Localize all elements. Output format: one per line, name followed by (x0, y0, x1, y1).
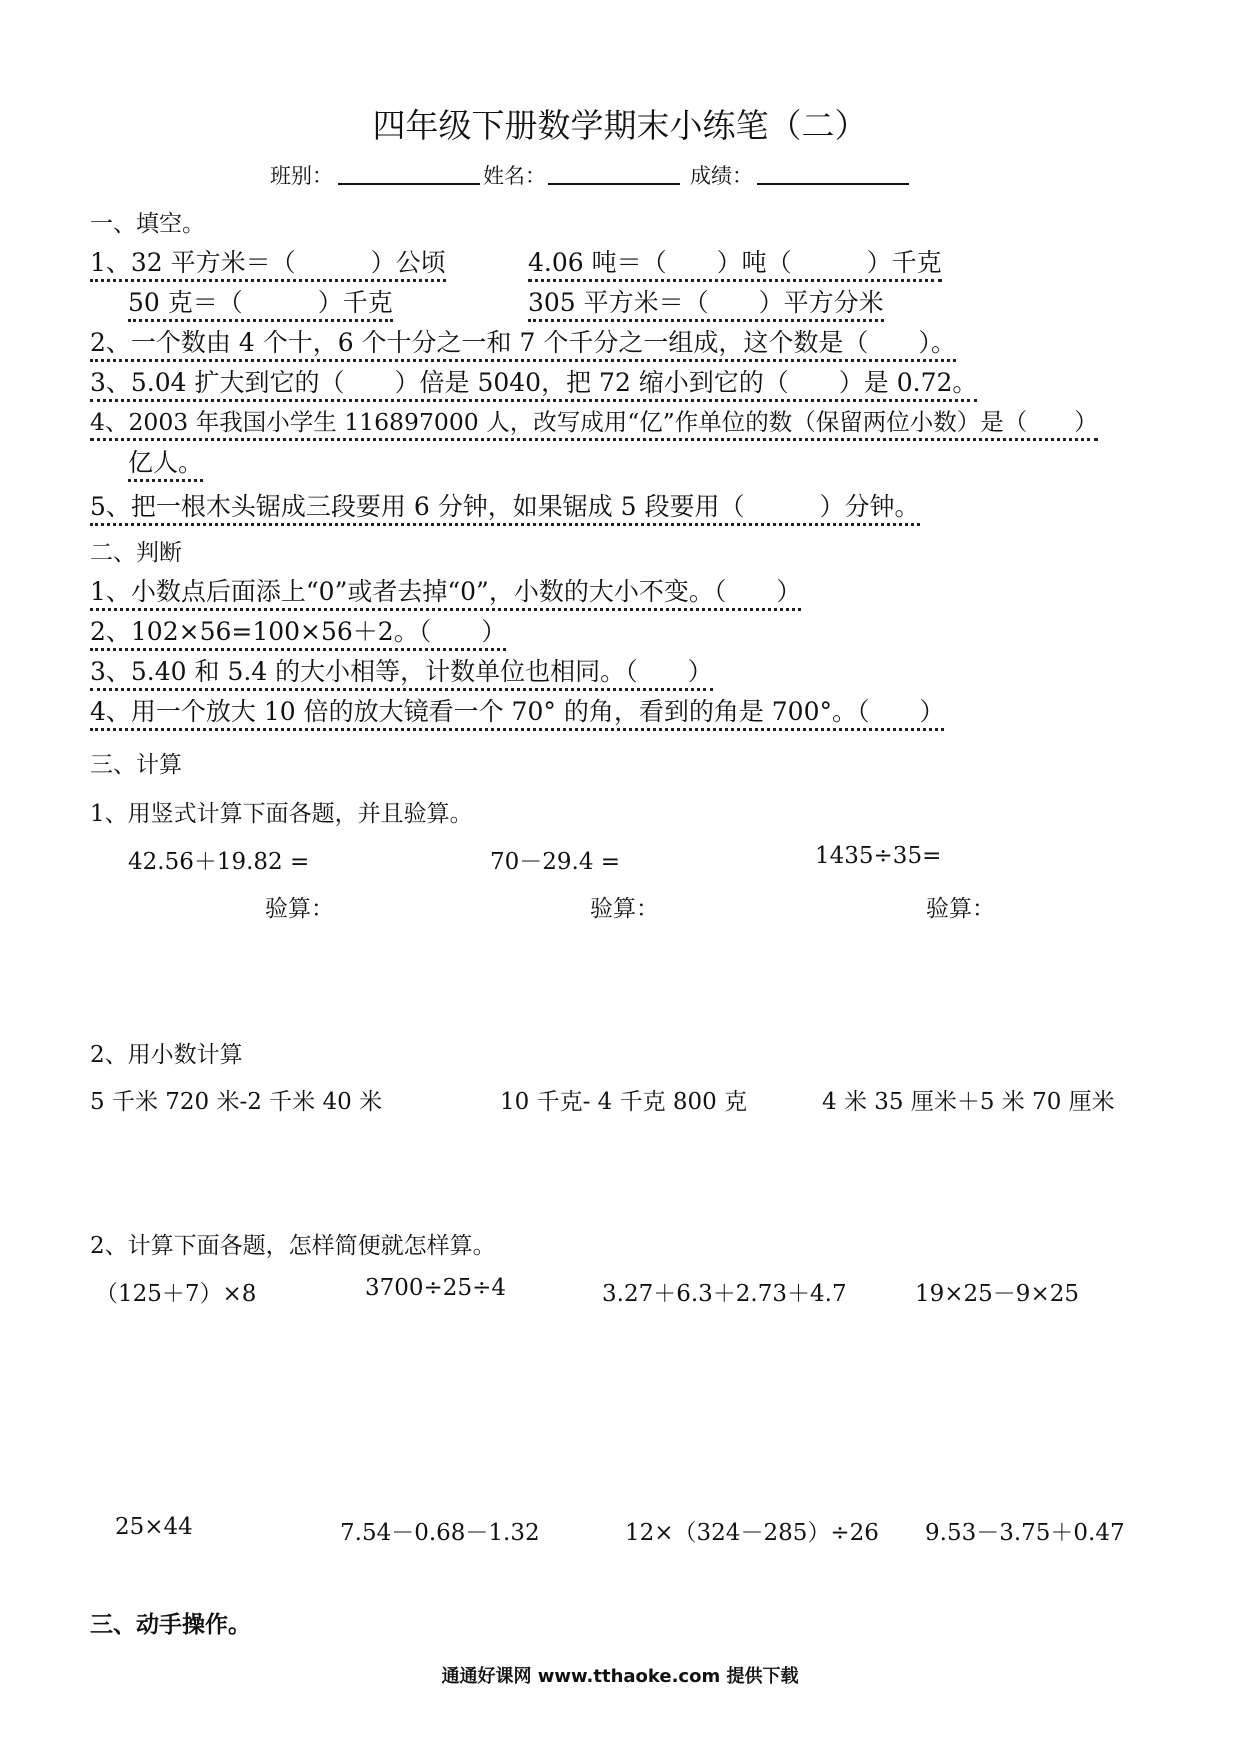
vertical-expr-2: 70－29.4 = (490, 849, 621, 875)
name-label: 姓名： (483, 164, 546, 188)
fill-q4a: 4、2003 年我国小学生 116897000 人，改写成用“亿”作单位的数（保留两位小数）是（ ） (90, 408, 1098, 441)
fill-q1d: 305 平方米＝（ ）平方分米 (528, 288, 884, 322)
judge-q4: 4、用一个放大 10 倍的放大镜看一个 70° 的角，看到的角是 700°。（ ） (90, 697, 944, 731)
fill-q4b: 亿人。 (128, 448, 203, 482)
vertical-expr-1: 42.56＋19.82 = (128, 849, 310, 875)
name-blank[interactable] (548, 183, 680, 185)
calc-sub1: 1、用竖式计算下面各题，并且验算。 (90, 801, 473, 827)
fill-q2: 2、一个数由 4 个十，6 个十分之一和 7 个千分之一组成，这个数是（ ）。 (90, 328, 956, 362)
simple-expr-6: 7.54－0.68－1.32 (340, 1520, 540, 1546)
section-calc-heading: 三、计算 (90, 752, 182, 778)
check-label-2: 验算： (590, 896, 659, 922)
section-hands-on-heading: 三、动手操作。 (90, 1612, 251, 1638)
simple-expr-4: 19×25－9×25 (915, 1281, 1079, 1307)
fill-q1c: 50 克＝（ ）千克 (128, 288, 393, 322)
check-label-1: 验算： (265, 896, 334, 922)
section-fill-blank-heading: 一、填空。 (90, 211, 205, 237)
class-label: 班别： (270, 164, 333, 188)
fill-q5: 5、把一根木头锯成三段要用 6 分钟，如果锯成 5 段要用（ ）分钟。 (90, 492, 920, 526)
simple-expr-3: 3.27＋6.3＋2.73＋4.7 (602, 1281, 847, 1307)
score-label: 成绩： (690, 164, 753, 188)
simple-expr-8: 9.53－3.75＋0.47 (925, 1520, 1125, 1546)
calc-sub3: 2、计算下面各题，怎样简便就怎样算。 (90, 1233, 496, 1259)
unit-expr-1: 5 千米 720 米-2 千米 40 米 (90, 1089, 383, 1115)
fill-q3: 3、5.04 扩大到它的（ ）倍是 5040，把 72 缩小到它的（ ）是 0.72。 (90, 368, 977, 402)
fill-q1a: 1、32 平方米＝（ ）公顷 (90, 248, 446, 282)
unit-expr-2: 10 千克- 4 千克 800 克 (500, 1089, 748, 1115)
vertical-expr-3: 1435÷35= (815, 843, 942, 869)
simple-expr-5: 25×44 (115, 1514, 193, 1540)
simple-expr-2: 3700÷25÷4 (365, 1275, 506, 1301)
unit-expr-3: 4 米 35 厘米＋5 米 70 厘米 (822, 1089, 1115, 1115)
score-blank[interactable] (757, 183, 909, 185)
page-title: 四年级下册数学期末小练笔（二） (372, 106, 868, 145)
judge-q1: 1、小数点后面添上“0”或者去掉“0”，小数的大小不变。（ ） (90, 577, 801, 611)
fill-q1b: 4.06 吨＝（ ）吨（ ）千克 (528, 248, 942, 282)
judge-q3: 3、5.40 和 5.4 的大小相等，计数单位也相同。（ ） (90, 657, 713, 691)
simple-expr-1: （125＋7）×8 (95, 1281, 257, 1307)
check-label-3: 验算： (926, 896, 995, 922)
footer-source: 通通好课网 www.tthaoke.com 提供下载 (441, 1666, 799, 1687)
section-judge-heading: 二、判断 (90, 540, 182, 566)
judge-q2: 2、102×56=100×56＋2。（ ） (90, 617, 506, 651)
calc-sub2: 2、用小数计算 (90, 1042, 243, 1068)
simple-expr-7: 12×（324－285）÷26 (625, 1520, 879, 1546)
class-blank[interactable] (338, 183, 480, 185)
